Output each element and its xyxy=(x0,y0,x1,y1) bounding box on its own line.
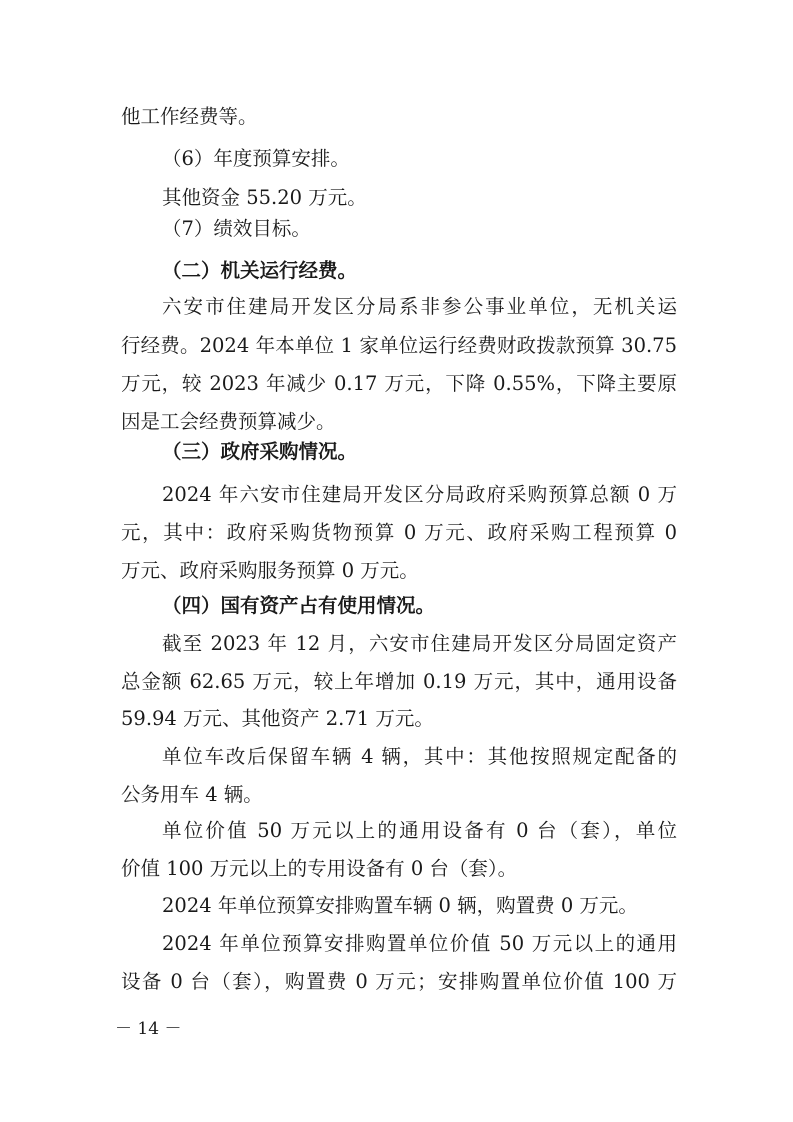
body-text-line: 万元，较 2023 年减少 0.17 万元，下降 0.55%，下降主要原 xyxy=(121,372,677,395)
body-text-line: 他工作经费等。 xyxy=(121,105,258,128)
page-number: － 14 － xyxy=(115,1019,182,1039)
body-text-line: 2024 年单位预算安排购置车辆 0 辆，购置费 0 万元。 xyxy=(162,894,638,917)
body-text-line: 万元、政府采购服务预算 0 万元。 xyxy=(121,559,419,582)
body-text-line: 截至 2023 年 12 月，六安市住建局开发区分局固定资产 xyxy=(162,632,677,655)
body-text-line: 其他资金 55.20 万元。 xyxy=(162,186,367,209)
body-text-line: 单位价值 50 万元以上的通用设备有 0 台（套），单位 xyxy=(162,819,677,842)
body-text-line: 六安市住建局开发区分局系非参公事业单位，无机关运 xyxy=(162,295,677,318)
body-text-line: 元，其中：政府采购货物预算 0 万元、政府采购工程预算 0 xyxy=(121,521,677,544)
section-heading: （二）机关运行经费。 xyxy=(162,259,358,282)
body-text-line: 59.94 万元、其他资产 2.71 万元。 xyxy=(121,707,434,730)
subsection-heading: （6）年度预算安排。 xyxy=(162,147,350,170)
body-text-line: 价值 100 万元以上的专用设备有 0 台（套）。 xyxy=(121,857,518,880)
body-text-line: 单位车改后保留车辆 4 辆，其中：其他按照规定配备的 xyxy=(162,745,677,768)
body-text-line: 总金额 62.65 万元，较上年增加 0.19 万元，其中，通用设备 xyxy=(121,670,677,693)
section-heading: （四）国有资产占有使用情况。 xyxy=(162,594,436,617)
section-heading: （三）政府采购情况。 xyxy=(162,440,358,463)
body-text-line: 公务用车 4 辆。 xyxy=(121,783,263,806)
body-text-line: 2024 年六安市住建局开发区分局政府采购预算总额 0 万 xyxy=(162,483,677,506)
body-text-line: 因是工会经费预算减少。 xyxy=(121,410,336,433)
body-text-line: 行经费。2024 年本单位 1 家单位运行经费财政拨款预算 30.75 xyxy=(121,334,677,357)
body-text-line: 设备 0 台（套），购置费 0 万元；安排购置单位价值 100 万 xyxy=(121,970,677,993)
subsection-heading: （7）绩效目标。 xyxy=(162,217,311,240)
body-text-line: 2024 年单位预算安排购置单位价值 50 万元以上的通用 xyxy=(162,932,677,955)
